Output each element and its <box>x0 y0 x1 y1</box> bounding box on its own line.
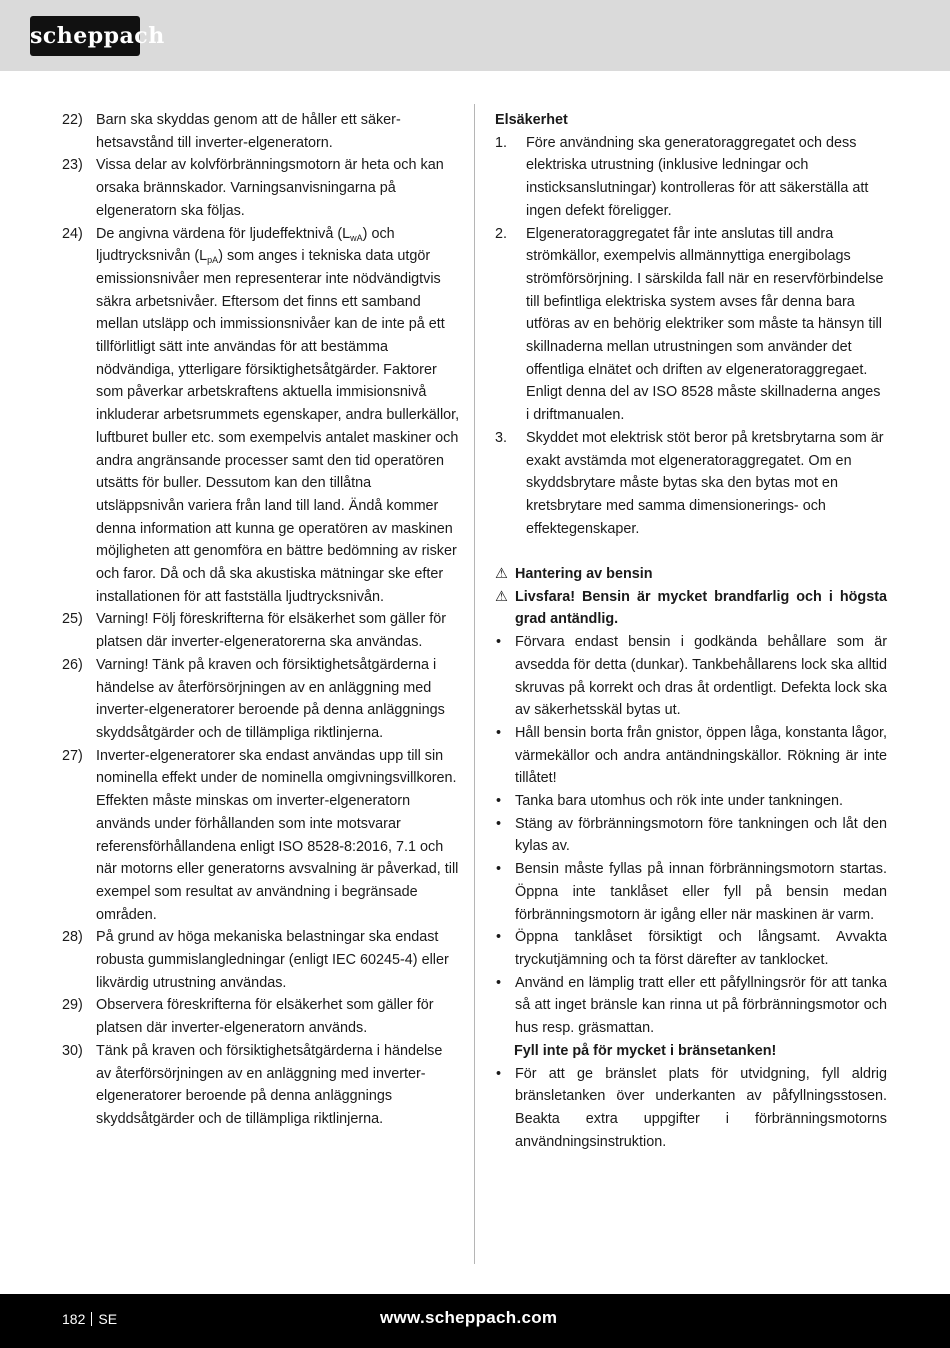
bullet-item <box>495 722 887 790</box>
section-title-elsakerhet: Elsäkerhet <box>495 112 568 128</box>
subscript-wa: wA <box>350 232 363 243</box>
item-text: Skyddet mot elektrisk stöt beror på kretsbrytarna som är exakt avstämda mot elgeneratoraggregatet. Om en skyddsbrytare måste bytas ska den bytas mot en kretsbrytare med samma dimensionerings- och effektegenskaper. <box>526 429 884 537</box>
item-number: 29) <box>62 997 83 1014</box>
item-number: 25) <box>62 611 83 628</box>
list-item <box>62 745 460 927</box>
item-number: 1. <box>495 134 508 151</box>
column-divider <box>474 104 475 1264</box>
list-item <box>62 926 460 994</box>
scheppach-logo: scheppach <box>30 16 140 56</box>
warning-triangle-icon: ⚠ <box>495 566 508 583</box>
item-text-part: ) och ljudtrycksnivån (L <box>96 225 395 265</box>
item-text: Inverter-elgeneratorer ska endast användas upp till sin nominella effekt under de nominella omgivningsvillkoren. Effekten måste minskas om inverter-elgeneratorn används under förhållanden som inte motsvarar referensförhållandena enligt ISO 8528-8:2016, 7.1 och när motorns eller generatorns avsvalning är påverkad, till exempel som resultat av användning i begränsade områden. <box>96 747 459 923</box>
right-column <box>495 109 887 1153</box>
danger-text: Livsfara! Bensin är mycket brandfarlig och i högsta grad antändlig. <box>515 588 887 628</box>
list-item <box>62 994 460 1039</box>
bullet-item <box>495 926 887 971</box>
bullet-icon: • <box>496 929 502 946</box>
subscript-pa: pA <box>207 255 219 266</box>
bullet-item <box>495 1063 887 1154</box>
bullet-text: För att ge bränslet plats för utvidgning, fyll aldrig bränsletanken över underkanten av påfyllningsstosen. Beakta extra uppgifter i förbränningsmotorns användningsinstruktion. <box>515 1065 887 1150</box>
bullet-text: Håll bensin borta från gnistor, öppen låga, konstanta lågor, värmekällor och andra antändningskällor. Rökning är inte tillåtet! <box>515 724 888 787</box>
bullet-icon: • <box>496 861 502 878</box>
bullet-text: Bensin måste fyllas på innan förbränningsmotorn startas. Öppna inte tanklåset eller fyll på bensin medan förbränningsmotorn är igång eller när maskinen är varm. <box>515 861 887 923</box>
list-item <box>62 109 460 154</box>
page-number-value: 182 <box>62 1311 86 1327</box>
overfill-warning: Fyll inte på för mycket i bränsetanken! <box>514 1042 777 1059</box>
list-item <box>495 223 887 427</box>
bullet-text: Öppna tanklåset försiktigt och långsamt. Avvakta tryckutjämning och ta först därefter av tanklocket. <box>515 929 887 968</box>
list-item <box>495 427 887 541</box>
item-text: På grund av höga mekaniska belastningar ska endast robusta gummislangledningar (enligt IEC 60245-4) eller likvärdig utrustning användas. <box>96 929 449 991</box>
warning-triangle-icon: ⚠ <box>495 588 508 605</box>
item-text: Tänk på kraven och försiktighetsåtgärderna i händelse av återförsörjningen av en anläggning med inverter-elgeneratorer beroende på denna anläggnings skyddsåtgärder och de tillämpliga riktlinjerna. <box>96 1042 443 1127</box>
item-number: 24) <box>62 225 83 242</box>
bullet-text: Stäng av förbränningsmotorn före tankningen och låt den kylas av. <box>515 815 887 855</box>
item-text: Observera föreskrifterna för elsäkerhet som gäller för platsen där inverter-elgeneratorn används. <box>96 997 434 1037</box>
bullet-icon: • <box>496 793 502 810</box>
website-link[interactable]: www.scheppach.com <box>380 1308 558 1327</box>
left-column <box>62 109 460 1131</box>
section-title-text: Hantering av bensin <box>515 566 653 583</box>
bullet-icon: • <box>496 634 502 651</box>
item-text: Barn ska skyddas genom att de håller ett säkerhetsavstånd till inverter-elgeneratorn. <box>96 112 401 151</box>
list-item <box>62 1040 460 1131</box>
bullet-text: Förvara endast bensin i godkända behållare som är avsedda för detta (dunkar). Tankbehållarens lock ska alltid skruvas på korrekt och dras åt ordentligt. Defekta lock ska av säkerhetsskäl bytas ut. <box>515 634 887 719</box>
page-separator <box>91 1312 92 1326</box>
list-item <box>62 654 460 745</box>
list-item <box>62 223 460 609</box>
page-footer <box>0 1294 950 1348</box>
item-text-part: De angivna värdena för ljudeffektnivå (L <box>96 225 351 242</box>
language-code: SE <box>98 1311 118 1327</box>
bullet-icon: • <box>496 815 502 832</box>
bullet-text: Tanka bara utomhus och rök inte under tankningen. <box>515 793 843 810</box>
item-number: 3. <box>495 429 508 446</box>
danger-notice <box>495 586 887 631</box>
item-number: 2. <box>495 225 508 242</box>
item-text: Elgeneratoraggregatet får inte anslutas till andra strömkällor, exempelvis allmännyttiga energibolags strömförsörjning. I särskilda fall när en reservförbindelse till befintliga elektriska system avses får denna bara utföras av en behörig elektriker som måste ta hänsyn till skillnaderna mellan utrustningen som använder det offentliga elnätet och driften av elgeneratoraggregaet. Enligt denna del av ISO 8528 måste skillnaderna anges i driftmanualen. <box>526 225 884 424</box>
item-text: Varning! Tänk på kraven och försiktighetsåtgärderna i händelse av återförsörjningen av en anläggning med inverter-elgeneratorer beroende på denna anläggnings skyddsåtgärder och de tillämpliga riktlinjerna. <box>96 656 445 741</box>
item-text <box>96 223 460 609</box>
page-header <box>0 0 950 71</box>
item-number: 27) <box>62 747 83 764</box>
item-number: 26) <box>62 656 83 673</box>
bullet-item <box>495 790 887 813</box>
item-text: Före användning ska generatoraggregatet och dess elektriska utrustning (inklusive ledningar och insticksanslutningar) kontrolleras för att säkerställa att ingen defekt föreligger. <box>526 134 869 219</box>
item-number: 23) <box>62 157 83 174</box>
spacer <box>495 540 887 563</box>
bullet-text: Använd en lämplig tratt eller ett påfyllningsrör för att tanka så att inget bränsle kan rinna ut på förbränningsmotor och hus resp. gräsmattan. <box>515 974 887 1037</box>
item-text-part: ) som anges i tekniska data utgör emissionsnivåer men representerar inte nödvändigtvis säkra arbetsnivåer. Eftersom det finns ett samband mellan utsläpp och immissionsnivåer kan de inte på ett tillförlitligt sätt inte användas för att bestämma nödvändiga, ytterligare försiktighetsåtgärder. Faktorer som påverkar arbetskraftens aktuella immisionsnivå inkluderar arbetsrummets egenskaper, andra bullerkällor, luftburet buller etc. som exempelvis antalet maskiner och andra angränsande processer samt den tid operatören utsätts för buller. Dessutom kan den tillåtna utsläppsnivån variera från land till land. Ändå kommer denna information att kunna ge operatören av maskinen möjligheten att genomföra en bättre bedömning av risker och faror. Då och då ska akustiska mätningar ske efter installationen för att fastställa ljudtrycksnivån. <box>96 248 460 605</box>
item-number: 30) <box>62 1042 83 1059</box>
section-title-bensin <box>495 563 887 586</box>
item-number: 22) <box>62 112 83 128</box>
list-item <box>62 154 460 222</box>
item-text: Varning! Följ föreskrifterna för elsäkerhet som gäller för platsen där inverter-elgeneratorerna ska användas. <box>96 611 447 651</box>
bullet-icon: • <box>496 1065 502 1082</box>
bullet-item <box>495 813 887 858</box>
item-text: Vissa delar av kolvförbränningsmotorn är heta och kan orsaka brännskador. Varningsanvisningarna på elgeneratorn ska följas. <box>96 157 444 219</box>
item-number: 28) <box>62 929 83 946</box>
list-item <box>62 608 460 653</box>
page-number <box>62 1310 117 1328</box>
bullet-icon: • <box>496 724 502 741</box>
bullet-item <box>495 631 887 722</box>
list-item <box>495 132 887 223</box>
bullet-item <box>495 858 887 926</box>
bullet-item <box>495 972 887 1040</box>
bullet-icon: • <box>496 974 502 991</box>
